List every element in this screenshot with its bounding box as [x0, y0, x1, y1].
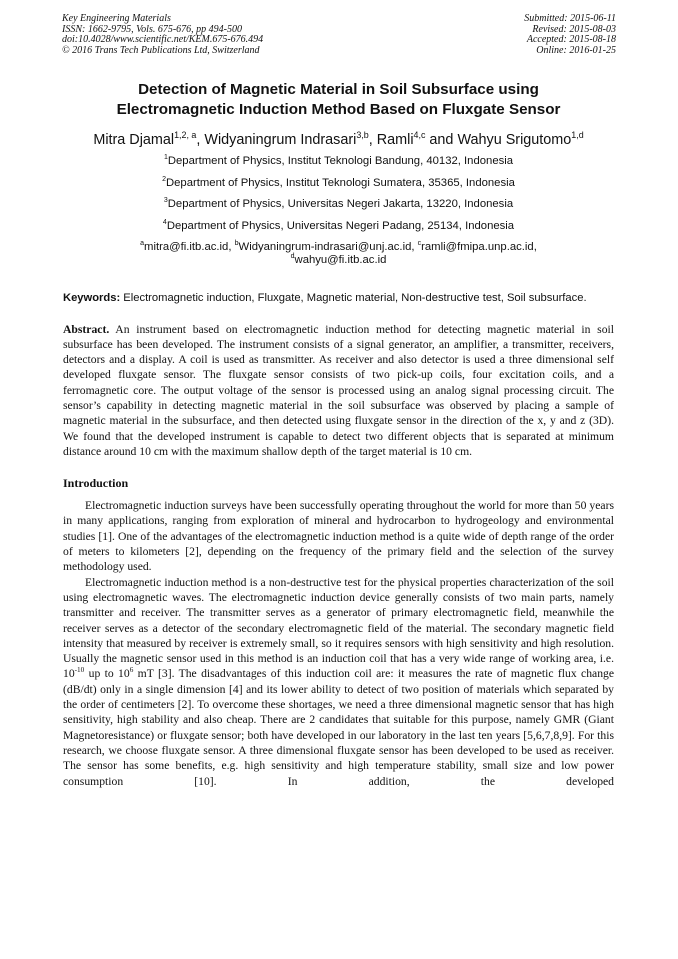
abstract-text: An instrument based on electromagnetic induction method for detecting magnetic material in soil subsurface has been developed. The instrument consists of a signal generator, an amplifier, a transmitter, receivers, detectors and a display. A coil is used as transmitter. As receiver and also detector is used a three dimensional self developed fluxgate sensor. The fluxgate sensor consists of two pick-up coils, four excitation coils, and a ferromagnetic core. The output voltage of the sensor is processed using an analog signal processing circuit. The sensor’s capability in detecting magnetic material in the soil subsurface was observed by placing a sample of magnetic material in the subsurface, and then detected using fluxgate sensor in the direction of the x, y and z (3D). We found that the developed instrument is capable to detect two different objects that is separated at minimum distance around 10 cm with the maximum shallow depth of the target material is 10 cm.: [63, 322, 614, 458]
author-name: Ramli: [376, 132, 414, 148]
author-affiliation-marker: 1,2, a: [174, 130, 197, 141]
intro-text: Electromagnetic induction method is a non-destructive test for the physical properties characterization of the soil using electromagnetic waves. The electromagnetic induction device generally consists of two main parts, namely transmitter and receiver. The transmitter serves as a generator of primary electromagnetic field, meanwhile the receiver serves as a detector of the secondary electromagnetic field of the material. The secondary magnetic field intensity that measured by receiver is extremely small, so it requires sensors with high sensitivity and high resolution. Usually the magnetic sensor used in this method is an induction coil that has a very wide range of working area, i.e. 10: [63, 575, 614, 681]
author-name: Wahyu Srigutomo: [457, 132, 572, 148]
keywords-text: Electromagnetic induction, Fluxgate, Magnetic material, Non-destructive test, Soil subsurface.: [120, 291, 587, 304]
email-address: wahyu@fi.itb.ac.id: [294, 253, 387, 266]
keywords-section: [63, 291, 614, 305]
author-name: Widyaningrum Indrasari: [204, 132, 357, 148]
abstract-section: [63, 322, 614, 460]
accepted-date: Accepted: 2015-08-18: [526, 34, 616, 45]
affiliation: [63, 177, 614, 190]
intro-paragraph-1: Electromagnetic induction surveys have been successfully operating throughout the world for more than 50 years in many applications, ranging from exploration of mineral and hydrocarbon to hydrogeology and environmental studies [1]. One of the advantages of the electromagnetic induction method is a quite wide of depth range of the order of meters to kilometers [2], depending on the frequency of the primary field and the selection of the survey methodology used.: [63, 499, 614, 574]
author-affiliation-marker: 1,d: [571, 130, 584, 141]
email-marker: b: [234, 239, 239, 247]
email-address: mitra@fi.itb.ac.id,: [144, 240, 235, 253]
intro-paragraph-2: [63, 575, 614, 789]
exponent: 6: [129, 666, 134, 675]
journal-name: Key Engineering Materials: [62, 13, 171, 24]
title-line-1: Detection of Magnetic Material in Soil Subsurface using: [138, 81, 539, 98]
affiliation-text: Department of Physics, Universitas Negeri Jakarta, 13220, Indonesia: [167, 198, 514, 210]
affiliation-marker: 4: [162, 218, 167, 226]
email-marker: c: [417, 239, 422, 247]
affiliation: [63, 155, 614, 168]
author-list: [63, 131, 614, 149]
author-separator: ,: [196, 132, 205, 148]
email-address: ramli@fmipa.unp.ac.id,: [421, 240, 537, 253]
revised-date: Revised: 2015-08-03: [532, 23, 616, 35]
author-separator: ,: [368, 132, 377, 148]
title-line-2: Electromagnetic Induction Method Based on Fluxgate Sensor: [116, 101, 561, 118]
exponent: -10: [74, 666, 85, 675]
intro-text: up to 10: [84, 667, 130, 681]
issn-line: ISSN: 1662-9795, Vols. 675-676, pp 494-500: [62, 23, 242, 35]
email-marker: d: [290, 252, 295, 260]
email-marker: a: [140, 239, 145, 247]
online-date: Online: 2016-01-25: [536, 44, 616, 56]
author-affiliation-marker: 3,b: [356, 130, 369, 141]
paper-body: [63, 80, 614, 789]
abstract-label: Abstract.: [63, 322, 110, 336]
affiliation-text: Department of Physics, Institut Teknologi Sumatera, 35365, Indonesia: [165, 176, 515, 189]
copyright-line: © 2016 Trans Tech Publications Ltd, Switzerland: [62, 44, 260, 56]
affiliation: [63, 198, 614, 211]
email-address: Widyaningrum-indrasari@unj.ac.id,: [238, 240, 418, 253]
affiliation-text: Department of Physics, Universitas Negeri Padang, 25134, Indonesia: [166, 219, 515, 232]
dates-info: [524, 14, 616, 56]
submitted-date: Submitted: 2015-06-11: [524, 13, 616, 24]
affiliation-marker: 2: [162, 175, 166, 183]
section-heading-introduction: Introduction: [63, 476, 129, 491]
email-list: [63, 241, 614, 267]
journal-info: [62, 14, 263, 56]
affiliation-marker: 1: [163, 154, 168, 162]
author-separator: and: [425, 132, 458, 148]
affiliation-text: Department of Physics, Institut Teknologi Bandung, 40132, Indonesia: [167, 155, 514, 167]
affiliation-marker: 3: [163, 197, 168, 205]
paper-title: [63, 80, 614, 120]
affiliation: [63, 220, 614, 233]
author-name: Mitra Djamal: [93, 132, 175, 148]
author-affiliation-marker: 4,c: [413, 130, 426, 141]
doi-line: doi:10.4028/www.scientific.net/KEM.675-676.494: [62, 34, 264, 45]
intro-text: mT [3]. The disadvantages of this induction coil are: it measures the rate of magnetic flux change (dB/dt) only in a single dimension [4] and its lower ability to detect of two position of materials which separated by the order of centimeters [2]. To overcome these shortages, we need a three dimensional magnetic sensor that has high sensitivity, high stability and also cheap. There are 2 candidates that suitable for this purpose, namely GMR (Giant Magnetoresistance) or fluxgate sensor; both have developed in our laboratory in the last ten years [5,6,7,8,9]. For this research, we choose fluxgate sensor. A three dimensional fluxgate sensor has been developed to be used as receiver. The sensor has some benefits, e.g. high sensitivity and high temperature stability, small size and low power consumption [10]. In addition, the developed: [63, 667, 614, 788]
keywords-label: Keywords:: [63, 291, 121, 304]
